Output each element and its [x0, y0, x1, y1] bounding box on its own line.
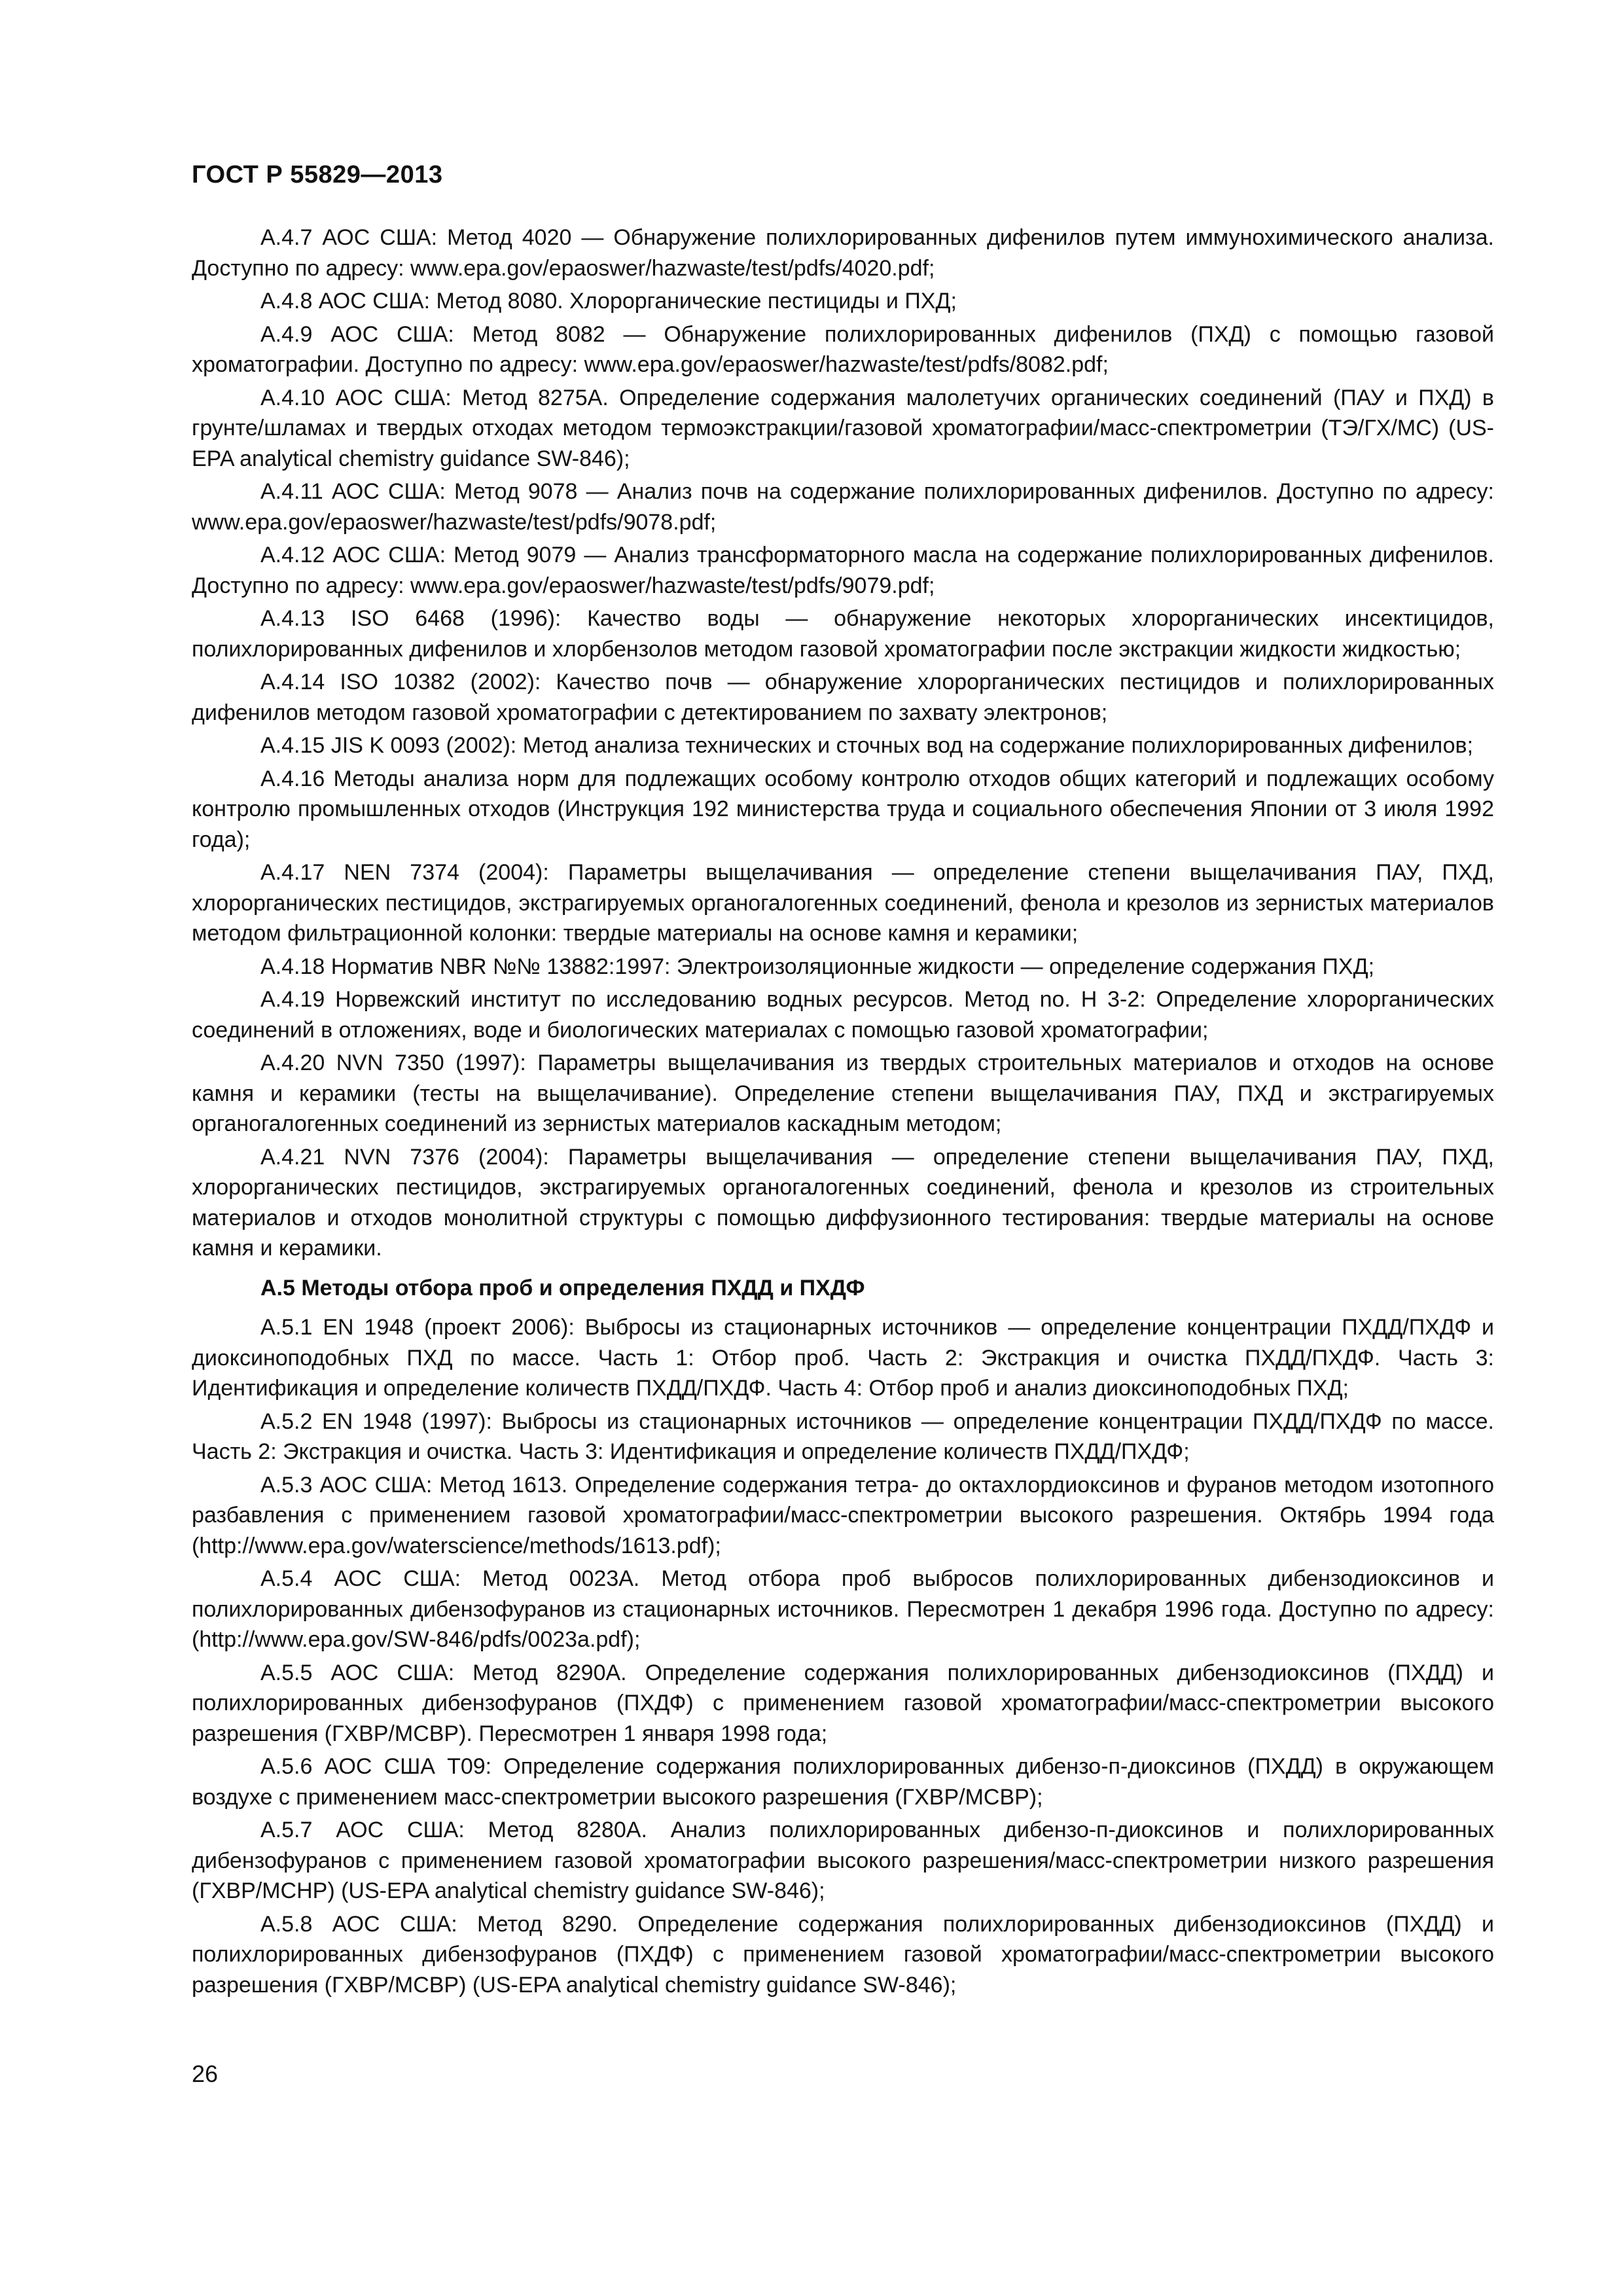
document-header: ГОСТ Р 55829—2013: [192, 161, 443, 188]
paragraph-a5-5: А.5.5 АОС США: Метод 8290А. Определение содержания полихлорированных дибензодиоксинов (ПХДД) и полихлорированных дибензофуранов (ПХДФ) с применением газовой хроматографии/масс-спектрометрии высокого разрешения (ГХВР/МСВР). Пересмотрен 1 января 1998 года;: [192, 1660, 1494, 1746]
paragraph-a4-18: А.4.18 Норматив NBR №№ 13882:1997: Электроизоляционные жидкости — определение содержания ПХД;: [260, 954, 1375, 979]
paragraph-a5-3: А.5.3 АОС США: Метод 1613. Определение содержания тетра- до октахлордиоксинов и фуранов методом изотопного разбавления с применением газовой хроматографии/масс-спектрометрии высокого разрешения. Октябрь 1994 года (http://www.epa.gov/waterscience/methods/1613.pdf);: [192, 1472, 1494, 1558]
paragraph-a5-4: А.5.4 АОС США: Метод 0023А. Метод отбора проб выбросов полихлорированных дибензодиоксинов и полихлорированных дибензофуранов из стационарных источников. Пересмотрен 1 декабря 1996 года. Доступно по адресу: (http://www.epa.gov/SW-846/pdfs/0023a.pdf);: [192, 1566, 1494, 1652]
paragraph-a5-6: А.5.6 АОС США Т09: Определение содержания полихлорированных дибензо-п-диоксинов (ПХДД) в окружающем воздухе с применением масс-спектрометрии высокого разрешения (ГХВР/МСВР);: [192, 1754, 1494, 1810]
paragraph-a5-7: А.5.7 АОС США: Метод 8280А. Анализ полихлорированных дибензо-п-диоксинов и полихлорированных дибензофуранов с применением газовой хроматографии высокого разрешения/масс-спектрометрии низкого разрешения (ГХВР/МСНР) (US-EPA analytical chemistry guidance SW-846);: [192, 1818, 1494, 1903]
paragraph-a4-17: А.4.17 NEN 7374 (2004): Параметры выщелачивания — определение степени выщелачивания ПАУ, ПХД, хлорорганических пестицидов, экстрагируемых органогалогенных соединений, фенола и крезолов из зернистых материалов методом фильтрационной колонки: твердые материалы на основе камня и керамики;: [192, 860, 1494, 946]
paragraph-a4-8: А.4.8 АОС США: Метод 8080. Хлорорганические пестициды и ПХД;: [260, 289, 957, 314]
paragraph-a5-1: А.5.1 EN 1948 (проект 2006): Выбросы из стационарных источников — определение концентрации ПХДД/ПХДФ и диоксиноподобных ПХД по массе. Часть 1: Отбор проб. Часть 2: Экстракция и очистка ПХДД/ПХДФ. Часть 3: Идентификация и определение количеств ПХДД/ПХДФ. Часть 4: Отбор проб и анализ диоксиноподобных ПХД;: [192, 1315, 1494, 1401]
page-number: 26: [192, 2060, 219, 2087]
paragraph-a4-15: А.4.15 JIS K 0093 (2002): Метод анализа технических и сточных вод на содержание полихлорированных дифенилов;: [260, 733, 1474, 758]
paragraph-a5-2: А.5.2 EN 1948 (1997): Выбросы из стационарных источников — определение концентрации ПХДД/ПХДФ по массе. Часть 2: Экстракция и очистка. Часть 3: Идентификация и определение количеств ПХДД/ПХДФ;: [192, 1408, 1494, 1464]
paragraph-a4-19: А.4.19 Норвежский институт по исследованию водных ресурсов. Метод no. Н 3-2: Определение хлорорганических соединений в отложениях, воде и биологических материалах с помощью газовой хроматографии;: [192, 987, 1494, 1043]
paragraph-a4-10: А.4.10 АОС США: Метод 8275А. Определение содержания малолетучих органических соединений (ПАУ и ПХД) в грунте/шламах и твердых отходах методом термоэкстракции/газовой хроматографии/масс-спектрометрии (ТЭ/ГХ/МС) (US-EPA analytical chemistry guidance SW-846);: [192, 385, 1494, 471]
paragraph-a4-11: А.4.11 АОС США: Метод 9078 — Анализ почв на содержание полихлорированных дифенилов. Доступно по адресу: www.epa.gov/epaoswer/hazwaste/test/pdfs/9078.pdf;: [192, 479, 1494, 535]
paragraph-a4-21: А.4.21 NVN 7376 (2004): Параметры выщелачивания — определение степени выщелачивания ПАУ, ПХД, хлорорганических пестицидов, экстрагируемых органогалогенных соединений, фенола и крезолов из строительных материалов и отходов монолитной структуры с помощью диффузионного тестирования: твердые материалы на основе камня и керамики.: [192, 1144, 1494, 1261]
paragraph-a4-9: А.4.9 АОС США: Метод 8082 — Обнаружение полихлорированных дифенилов (ПХД) с помощью газовой хроматографии. Доступно по адресу: www.epa.gov/epaoswer/hazwaste/test/pdfs/8082.pdf;: [192, 321, 1494, 377]
paragraph-a4-12: А.4.12 АОС США: Метод 9079 — Анализ трансформаторного масла на содержание полихлорированных дифенилов. Доступно по адресу: www.epa.gov/epaoswer/hazwaste/test/pdfs/9079.pdf;: [192, 543, 1494, 598]
paragraph-a5-8: А.5.8 АОС США: Метод 8290. Определение содержания полихлорированных дибензодиоксинов (ПХДД) и полихлорированных дибензофуранов (ПХДФ) с применением газовой хроматографии/масс-спектрометрии высокого разрешения (ГХВР/МСВР) (US-EPA analytical chemistry guidance SW-846);: [192, 1911, 1494, 1998]
paragraph-a4-13: А.4.13 ISO 6468 (1996): Качество воды — обнаружение некоторых хлорорганических инсектицидов, полихлорированных дифенилов и хлорбензолов методом газовой хроматографии после экстракции жидкости жидкостью;: [192, 606, 1494, 662]
section-heading-a5: А.5 Методы отбора проб и определения ПХДД и ПХДФ: [260, 1275, 865, 1300]
paragraph-a4-14: А.4.14 ISO 10382 (2002): Качество почв — обнаружение хлорорганических пестицидов и полихлорированных дифенилов методом газовой хроматографии с детектированием по захвату электронов;: [192, 670, 1494, 725]
paragraph-a4-16: А.4.16 Методы анализа норм для подлежащих особому контролю отходов общих категорий и подлежащих особому контролю промышленных отходов (Инструкция 192 министерства труда и социального обеспечения Японии от 3 июля 1992 года);: [192, 766, 1494, 852]
paragraph-a4-7: А.4.7 АОС США: Метод 4020 — Обнаружение полихлорированных дифенилов путем иммунохимического анализа. Доступно по адресу: www.epa.gov/epaoswer/hazwaste/test/pdfs/4020.pdf;: [192, 225, 1494, 281]
document-body: [192, 223, 1494, 2003]
paragraph-a4-20: А.4.20 NVN 7350 (1997): Параметры выщелачивания из твердых строительных материалов и отходов на основе камня и керамики (тесты на выщелачивание). Определение степени выщелачивания ПАУ, ПХД и экстрагируемых органогалогенных соединений из зернистых материалов каскадным методом;: [192, 1050, 1494, 1136]
